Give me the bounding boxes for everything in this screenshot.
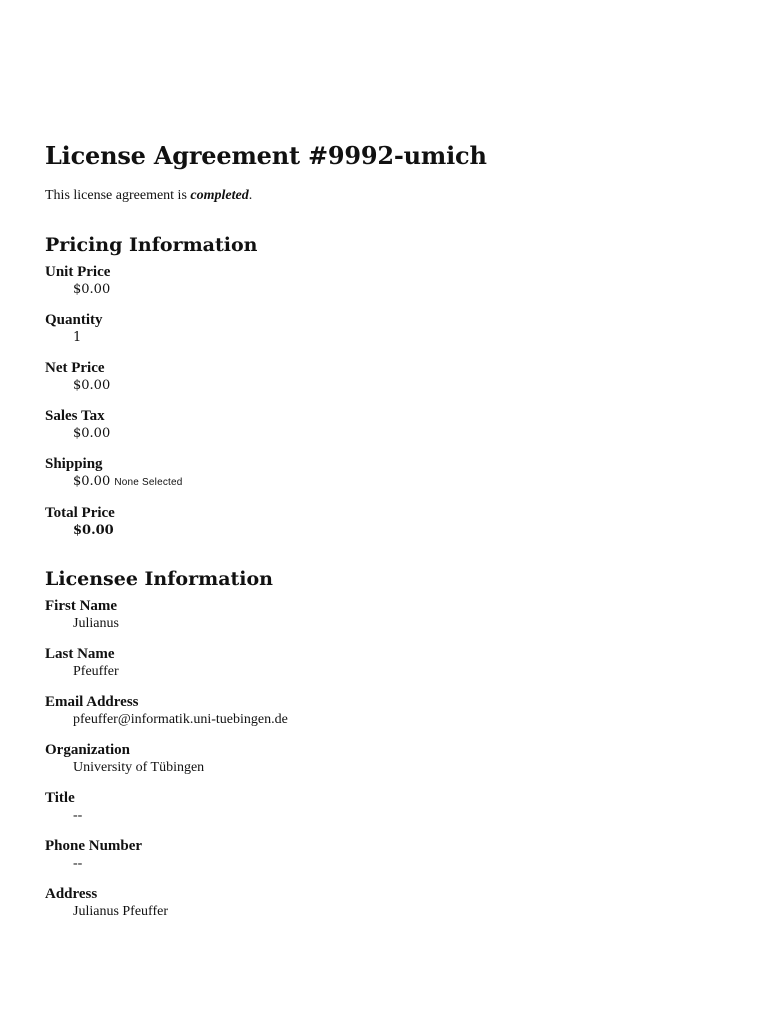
- organization-label: Organization: [45, 742, 130, 758]
- sales-tax-label: Sales Tax: [45, 408, 105, 424]
- shipping-value: $0.00: [73, 474, 111, 489]
- address-label: Address: [45, 886, 98, 902]
- licensee-heading: Licensee Information: [45, 568, 273, 590]
- license-agreement-page: [45, 138, 735, 920]
- net-price-value: $0.00: [73, 378, 111, 393]
- status-prefix: This license agreement is: [45, 188, 191, 203]
- quantity-value: 1: [73, 330, 82, 345]
- first-name-value: Julianus: [73, 616, 119, 631]
- last-name-value: Pfeuffer: [73, 664, 119, 679]
- email-value: pfeuffer@informatik.uni-tuebingen.de: [73, 712, 288, 727]
- first-name-label: First Name: [45, 598, 118, 614]
- phone-label: Phone Number: [45, 838, 143, 854]
- total-price-label: Total Price: [45, 505, 115, 521]
- last-name-label: Last Name: [45, 646, 115, 662]
- agreement-status: [45, 186, 735, 206]
- phone-value: --: [73, 856, 83, 871]
- pricing-list: [45, 264, 735, 539]
- sales-tax-value: $0.00: [73, 426, 111, 441]
- title-label: Title: [45, 790, 75, 806]
- net-price-label: Net Price: [45, 360, 105, 376]
- shipping-label: Shipping: [45, 456, 103, 472]
- organization-value: University of Tübingen: [73, 760, 205, 775]
- email-label: Email Address: [45, 694, 139, 710]
- page-title: License Agreement #9992-umich: [45, 141, 487, 170]
- licensee-list: [45, 598, 735, 920]
- shipping-value-row: [73, 473, 735, 491]
- unit-price-label: Unit Price: [45, 264, 111, 280]
- address-value: Julianus Pfeuffer: [73, 904, 168, 919]
- shipping-method: None Selected: [114, 477, 183, 488]
- status-value: completed: [190, 188, 249, 203]
- unit-price-value: $0.00: [73, 282, 111, 297]
- quantity-label: Quantity: [45, 312, 103, 328]
- status-suffix: .: [248, 188, 253, 203]
- pricing-heading: Pricing Information: [45, 234, 258, 256]
- total-price-value: $0.00: [73, 523, 114, 538]
- title-value: --: [73, 808, 83, 823]
